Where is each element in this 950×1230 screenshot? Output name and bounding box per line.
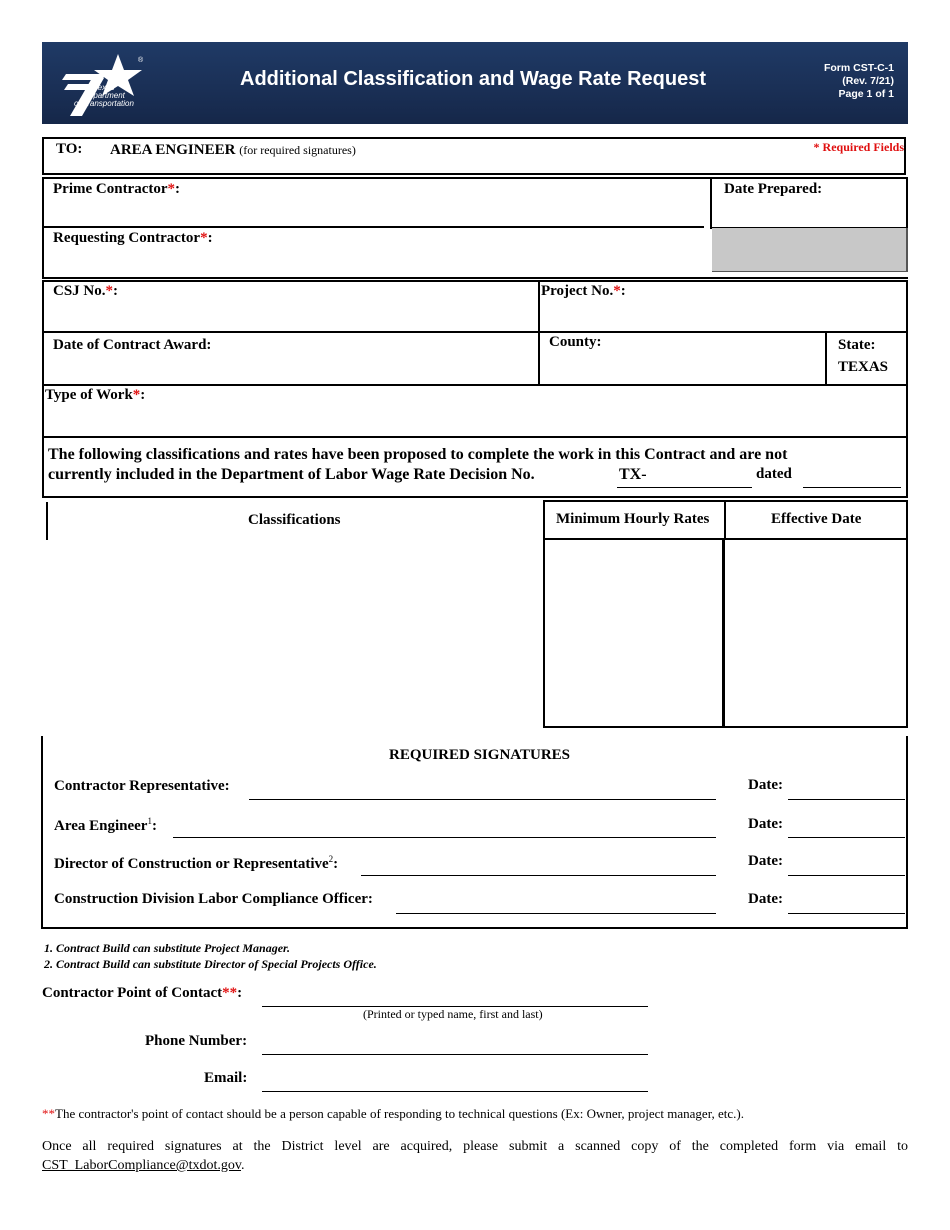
csj-label: [53, 283, 118, 300]
effective-date-input[interactable]: [728, 545, 903, 725]
footnote-1: 1. Contract Build can substitute Project Manager.: [44, 941, 291, 955]
csj-input[interactable]: [53, 302, 528, 326]
colon: :: [151, 818, 157, 834]
required-asterisk: *: [132, 387, 141, 403]
requesting-contractor-text: Requesting Contractor: [53, 230, 201, 246]
director-label: [54, 854, 338, 873]
date-line-3: [788, 875, 905, 876]
date-line-4: [788, 913, 905, 914]
date-input-3[interactable]: [788, 852, 905, 874]
rates-header-divider: [724, 500, 726, 540]
dated-input[interactable]: [803, 466, 901, 486]
contractor-bottom-border: [42, 277, 908, 279]
submit-email-line: [42, 1156, 245, 1175]
logo-registered-mark: ®: [138, 57, 144, 64]
statement-line2: currently included in the Department of Labor Wage Rate Decision No.: [48, 466, 535, 483]
date-input-4[interactable]: [788, 890, 905, 912]
area-engineer-line: [173, 837, 716, 838]
director-signature[interactable]: [361, 852, 716, 874]
phone-input[interactable]: [262, 1032, 648, 1053]
tx-prefix: TX-: [619, 466, 647, 483]
contractor-rep-line: [249, 799, 716, 800]
poc-text: Contractor Point of Contact: [42, 985, 223, 1001]
requesting-contractor-label: [53, 230, 213, 247]
date-award-input[interactable]: [53, 357, 528, 381]
type-of-work-text: Type of Work: [45, 387, 133, 403]
county-state-divider: [825, 331, 827, 386]
required-asterisk: *: [200, 230, 208, 246]
colon: :: [333, 856, 339, 872]
county-input[interactable]: [549, 354, 817, 380]
logo-line2: Department: [83, 91, 125, 100]
type-of-work-input[interactable]: [48, 408, 898, 432]
date-line-1: [788, 799, 905, 800]
date-input-2[interactable]: [788, 814, 905, 836]
colon: :: [237, 985, 243, 1001]
dated-label: dated: [756, 466, 792, 482]
to-label: TO:: [56, 141, 83, 157]
col-effective-date: Effective Date: [771, 511, 862, 527]
recipient-note: (for required signatures): [239, 143, 356, 157]
submit-period: .: [241, 1158, 245, 1173]
director-text: Director of Construction or Representative: [54, 856, 329, 872]
logo-line3: of Transportation: [74, 99, 134, 108]
prime-contractor-text: Prime Contractor: [53, 181, 168, 197]
date-label-4: Date:: [748, 891, 783, 907]
submit-instructions: Once all required signatures at the District level are acquired, please submit a scanned copy of the completed form via email to: [42, 1139, 908, 1154]
csj-text: CSJ No.: [53, 283, 106, 299]
col-classifications: Classifications: [248, 512, 341, 528]
date-award-label: Date of Contract Award:: [53, 337, 212, 353]
email-input[interactable]: [262, 1069, 648, 1090]
project-no-text: Project No.: [541, 283, 614, 299]
email-label: Email:: [204, 1070, 248, 1086]
compliance-officer-label: Construction Division Labor Compliance Officer:: [54, 891, 373, 907]
state-value: TEXAS: [838, 359, 889, 375]
contractor-rep-label: Contractor Representative:: [54, 778, 230, 794]
compliance-officer-line: [396, 913, 716, 914]
logo-text: [72, 84, 136, 108]
shaded-cell: [712, 228, 908, 272]
poc-stars: **: [222, 985, 238, 1001]
logo-line1: Texas: [93, 83, 115, 92]
area-engineer-signature[interactable]: [173, 814, 716, 836]
phone-line: [262, 1054, 648, 1055]
date-label-1: Date:: [748, 777, 783, 793]
required-asterisk: *: [167, 181, 176, 197]
prime-contractor-label: [53, 181, 180, 198]
compliance-officer-signature[interactable]: [396, 890, 716, 912]
footnote-2: 2. Contract Build can substitute Director of Special Projects Office.: [44, 957, 377, 971]
director-line: [361, 875, 716, 876]
required-asterisk: *: [105, 283, 114, 299]
poc-note: [42, 1106, 744, 1122]
colon: :: [620, 283, 626, 299]
state-label: State:: [838, 337, 876, 353]
signatures-heading: REQUIRED SIGNATURES: [389, 747, 571, 763]
colon: :: [175, 181, 181, 197]
min-rates-input[interactable]: [548, 545, 720, 725]
date-prepared-label: Date Prepared:: [724, 181, 823, 197]
statement-line1: The following classifications and rates have been proposed to complete the work in this Contract and are not: [48, 446, 788, 463]
county-label: County:: [549, 334, 602, 350]
required-fields-note: * Required Fields: [813, 140, 904, 154]
email-line: [262, 1091, 648, 1092]
header-banner: [42, 42, 908, 124]
poc-label: [42, 985, 242, 1002]
date-input-1[interactable]: [788, 776, 905, 798]
project-no-input[interactable]: [548, 302, 898, 326]
colon: :: [140, 387, 146, 403]
poc-note-text: The contractor's point of contact should be a person capable of responding to technical questions (Ex: Owner, project manager, etc.).: [55, 1106, 744, 1121]
classifications-input[interactable]: [50, 545, 535, 725]
dated-line: [803, 487, 901, 488]
poc-input[interactable]: [262, 984, 648, 1005]
decision-number-input[interactable]: [650, 466, 750, 486]
area-engineer-text: Area Engineer: [54, 818, 148, 834]
requesting-contractor-input[interactable]: [53, 248, 693, 272]
form-identifier: [824, 62, 894, 101]
footnote-1-ref: 1: [147, 816, 152, 826]
recipient: [110, 142, 356, 159]
project-no-label: [541, 283, 626, 300]
contractor-divider: [42, 226, 704, 228]
recipient-name: AREA ENGINEER: [110, 142, 236, 158]
footnote-2-ref: 2: [328, 854, 334, 864]
colon: :: [113, 283, 119, 299]
date-label-3: Date:: [748, 853, 783, 869]
poc-hint: (Printed or typed name, first and last): [363, 1007, 543, 1021]
poc-note-stars: **: [42, 1106, 55, 1121]
date-label-2: Date:: [748, 816, 783, 832]
classifications-left-border: [46, 502, 48, 540]
form-title: Additional Classification and Wage Rate Request: [240, 68, 706, 90]
colon: :: [207, 230, 213, 246]
form-id: Form CST-C-1: [823, 62, 894, 74]
form-page: Page 1 of 1: [838, 88, 894, 100]
form-revision: (Rev. 7/21): [842, 75, 894, 87]
decision-number-line: [617, 487, 752, 488]
type-of-work-label: [45, 387, 145, 404]
required-asterisk: *: [613, 283, 621, 299]
col-min-rates: Minimum Hourly Rates: [556, 511, 710, 527]
date-line-2: [788, 837, 905, 838]
phone-label: Phone Number:: [145, 1033, 248, 1049]
area-engineer-label: [54, 816, 157, 835]
prime-contractor-input[interactable]: [53, 198, 693, 222]
date-prepared-input[interactable]: [722, 200, 898, 224]
contractor-rep-signature[interactable]: [249, 776, 716, 798]
submit-email-link[interactable]: CST_LaborCompliance@txdot.gov: [42, 1158, 242, 1173]
